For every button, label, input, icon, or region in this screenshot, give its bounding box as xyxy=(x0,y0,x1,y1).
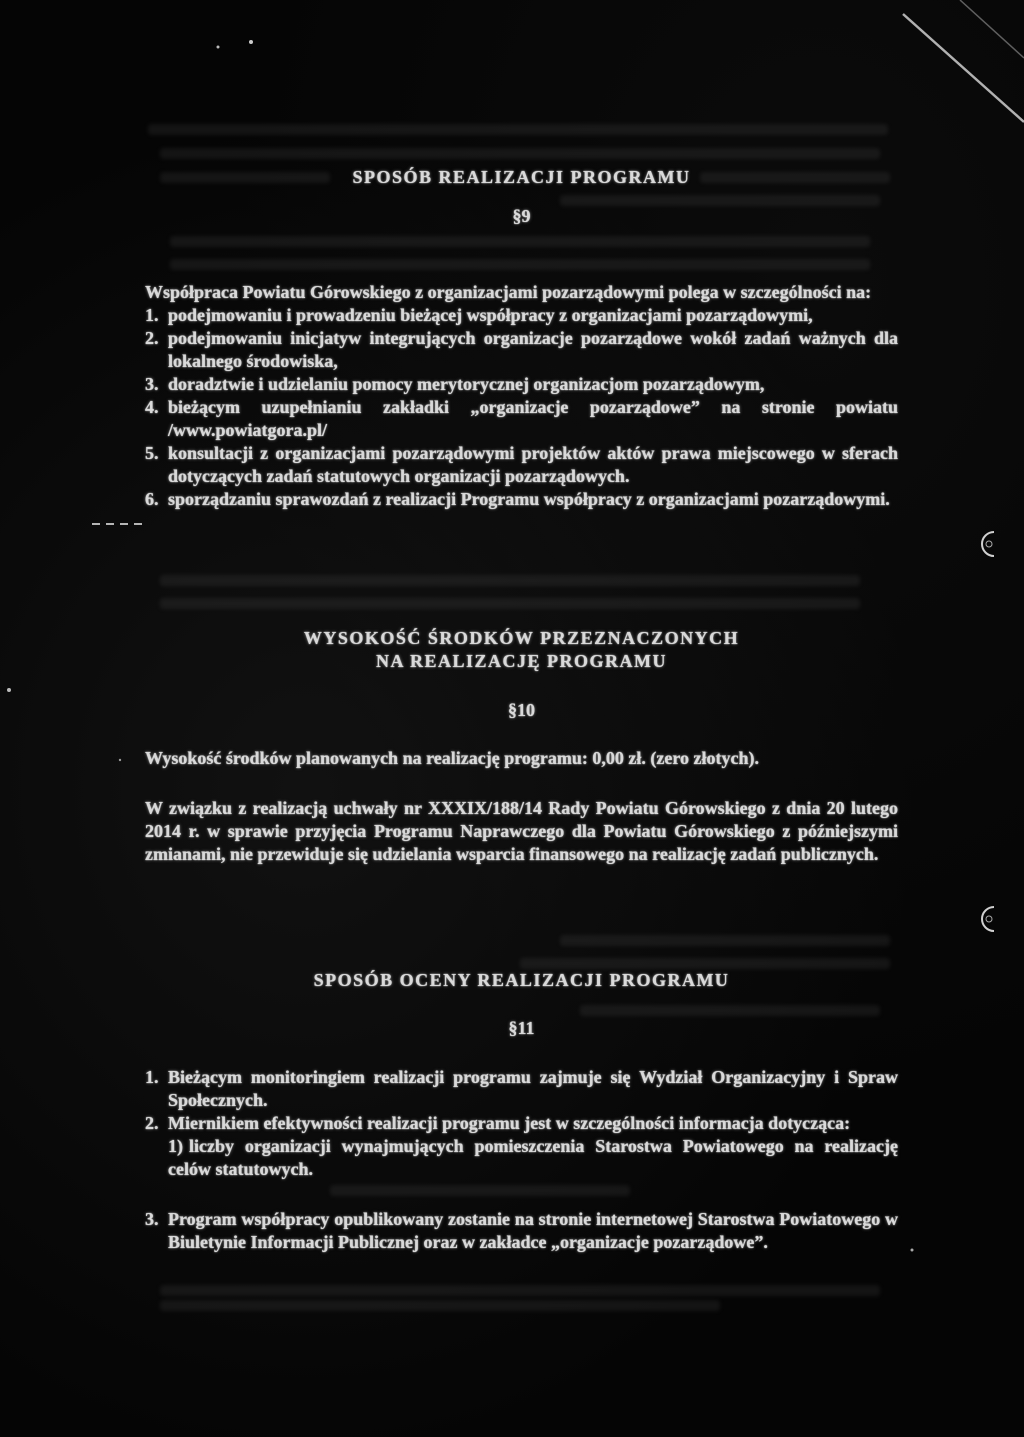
folded-corner-line xyxy=(960,0,1024,58)
bleed-through-text xyxy=(520,958,890,969)
list-item xyxy=(145,304,898,327)
bleed-through-text xyxy=(170,236,870,247)
paragraph-sign-10: §10 xyxy=(508,700,535,720)
punch-hole-mark xyxy=(986,916,992,922)
paragraph-sign-11: §11 xyxy=(508,1018,535,1038)
list-item-text: Program współpracy opublikowany zostanie na stronie internetowej Starostwa Powiatowego w Biuletynie Informacji Publicznej oraz w zakładce „organizacje pozarządowe”. xyxy=(168,1209,898,1252)
bleed-through-text xyxy=(560,935,890,946)
punch-hole-mark xyxy=(982,907,994,931)
list-item xyxy=(145,1208,898,1254)
list-item-number: 2. xyxy=(145,1113,159,1133)
funds-resolution-paragraph: W związku z realizacją uchwały nr XXXIX/188/14 Rady Powiatu Górowskiego z dnia 20 lutego 2014 r. w sprawie przyjęcia Programu Naprawczego dla Powiatu Górowskiego z późniejszymi zmianami, nie przewiduje się udzielania wsparcia finansowego na realizację zadań publicznych. xyxy=(145,798,898,864)
list-item-text: sporządzaniu sprawozdań z realizacji Programu współpracy z organizacjami pozarządowymi. xyxy=(168,489,890,509)
section-heading-funds xyxy=(145,627,898,673)
bleed-through-text xyxy=(330,1185,630,1196)
section-heading-realization: SPOSÓB REALIZACJI PROGRAMU xyxy=(352,167,691,187)
bleed-through-text xyxy=(160,1285,880,1296)
list-item-text: podejmowaniu i prowadzeniu bieżącej współpracy z organizacjami pozarządowymi, xyxy=(168,305,813,325)
punch-hole-mark xyxy=(982,532,994,556)
cooperation-list xyxy=(145,304,898,511)
list-item-text: konsultacji z organizacjami pozarządowymi projektów aktów prawa miejscowego w sferach dotyczących zadań statutowych organizacji pozarządowych. xyxy=(168,443,898,486)
list-item-number: 6. xyxy=(145,489,159,509)
evaluation-list xyxy=(145,1066,898,1181)
bleed-through-text xyxy=(160,575,860,586)
list-item-text: doradztwie i udzielaniu pomocy merytorycznej organizacjom pozarządowym, xyxy=(168,374,765,394)
section-heading-funds-line2: NA REALIZACJĘ PROGRAMU xyxy=(375,651,667,671)
list-item-number: 2. xyxy=(145,328,159,348)
list-item-number: 3. xyxy=(145,1209,159,1229)
list-item-text: podejmowaniu inicjatyw integrujących organizacje pozarządowe wokół zadań ważnych dla lokalnego środowiska, xyxy=(168,328,898,371)
list-item-number: 3. xyxy=(145,374,159,394)
bleed-through-text xyxy=(160,598,860,609)
bleed-through-text xyxy=(160,148,880,159)
paragraph-sign-9: §9 xyxy=(512,206,531,226)
list-item-number: 4. xyxy=(145,397,159,417)
list-item xyxy=(145,488,898,511)
list-item-text: Bieżącym monitoringiem realizacji programu zajmuje się Wydział Organizacyjny i Spraw Społecznych. xyxy=(168,1067,898,1110)
list-item xyxy=(145,327,898,373)
evaluation-list-item-3 xyxy=(145,1208,898,1254)
bleed-through-text xyxy=(148,124,888,135)
list-item xyxy=(145,1066,898,1112)
bleed-through-text xyxy=(170,259,870,270)
scan-speck xyxy=(217,46,220,49)
sub-list-item xyxy=(145,1135,898,1181)
sub-list-item-text: liczby organizacji wynajmujących pomieszczenia Starostwa Powiatowego na realizację celów statutowych. xyxy=(168,1136,898,1179)
scan-speck xyxy=(911,1249,914,1252)
list-item xyxy=(145,373,898,396)
bleed-through-text xyxy=(580,1005,880,1016)
scan-speck xyxy=(119,759,121,761)
section-heading-funds-line1: WYSOKOŚĆ ŚRODKÓW PRZEZNACZONYCH xyxy=(303,628,740,648)
list-item-number: 1. xyxy=(145,305,159,325)
funds-amount-text: Wysokość środków planowanych na realizację programu: 0,00 zł. (zero złotych). xyxy=(145,748,759,768)
bleed-through-text xyxy=(160,1300,720,1311)
section-heading-evaluation: SPOSÓB OCENY REALIZACJI PROGRAMU xyxy=(313,970,730,990)
list-item-number: 1. xyxy=(145,1067,159,1087)
list-item-text: Miernikiem efektywności realizacji programu jest w szczególności informacja dotycząca: xyxy=(168,1113,851,1133)
list-item-text: bieżącym uzupełnianiu zakładki „organizacje pozarządowe” na stronie powiatu /www.powiatgora.pl/ xyxy=(168,397,898,440)
scan-speck xyxy=(249,40,253,44)
list-item-number: 5. xyxy=(145,443,159,463)
sub-list-item-number: 1) xyxy=(168,1136,183,1156)
list-item xyxy=(145,396,898,442)
cooperation-intro: Współpraca Powiatu Górowskiego z organizacjami pozarządowymi polega w szczególności na: xyxy=(145,282,872,302)
punch-hole-mark xyxy=(986,541,992,547)
cooperation-section xyxy=(145,281,898,511)
list-item xyxy=(145,442,898,488)
scan-speck xyxy=(7,688,11,692)
folded-corner-line xyxy=(903,14,1024,122)
list-item xyxy=(145,1112,898,1135)
